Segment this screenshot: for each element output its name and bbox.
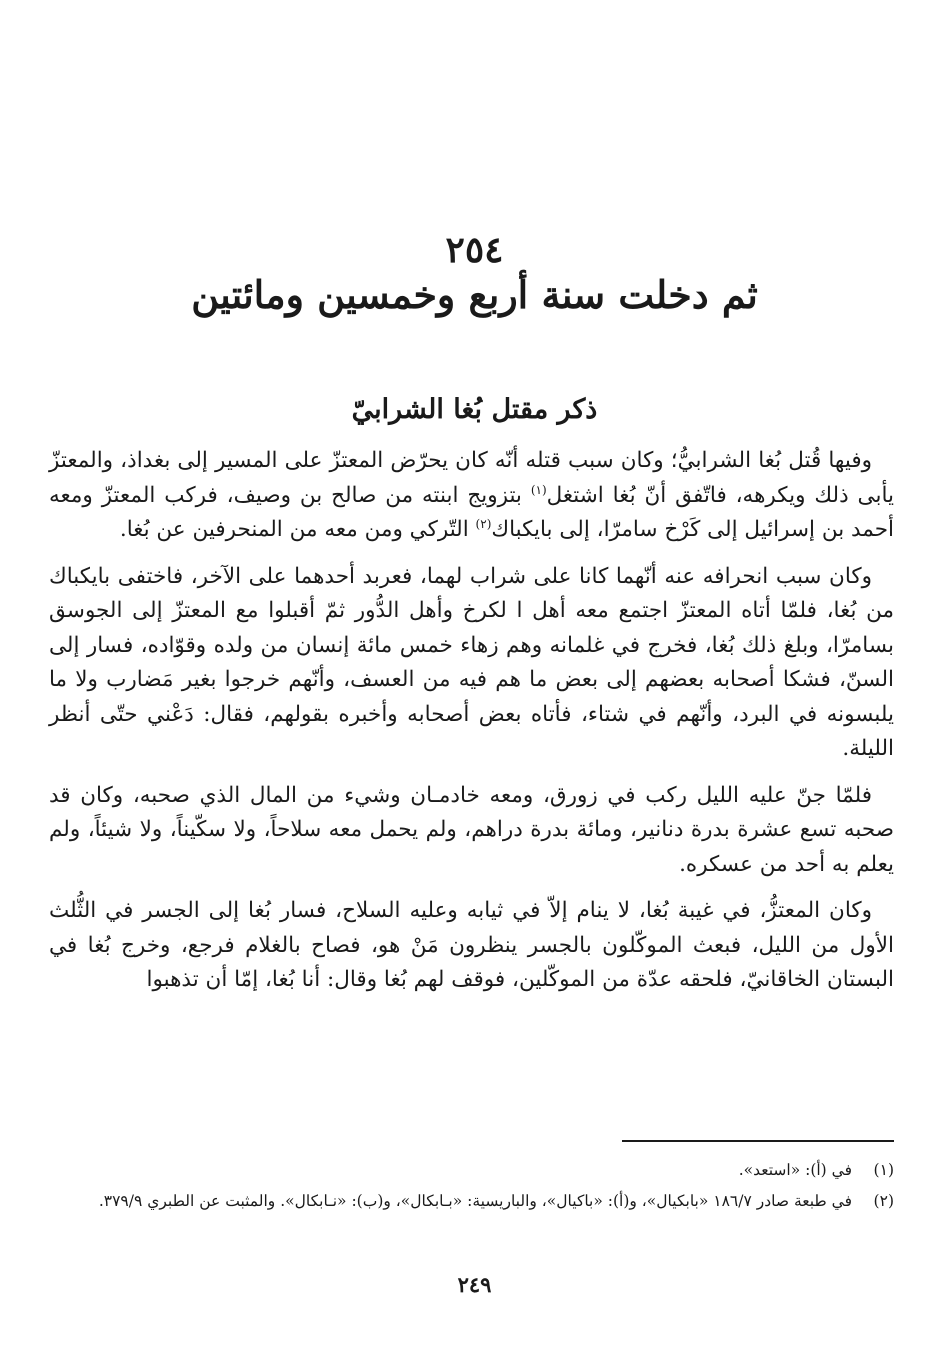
- body-text: [49, 444, 894, 998]
- footnote-1: [49, 1158, 894, 1183]
- footnote-divider: [622, 1140, 894, 1142]
- paragraph-1: [49, 444, 894, 548]
- paragraph-2: وكان سبب انحرافه عنه أنّهما كانا على شراب لهما، فعربد أحدهما على الآخر، فاختفى بايكباك من بُغا، فلمّا أتاه المعتزّ اجتمع معه أهل ا لكرخ وأهل الدُّور ثمّ أقبلوا مع المعتزّ إلى الجوسق بسامرّا، وبلغ ذلك بُغا، فخرج في غلمانه وهم زهاء خمس مائة إنسان من ولده وقوّاده، فسار إلى السنّ، فشكا أصحابه بعضهم إلى بعض ما هم فيه من العسف، وأنّهم خرجوا بغير مَضارب ولا ما يلبسونه في البرد، وأنّهم في شتاء، فأتاه بعض أصحابه وأخبره بقولهم، فقال: دَعْني حتّى أنظر الليلة.: [49, 563, 894, 761]
- paragraph-3: فلمّا جنّ عليه الليل ركب في زورق، ومعه خادمـان وشيء من المال الذي صحبه، وكان قد صحبه تسع عشرة بدرة دنانير، ومائة بدرة دراهم، ولم يحمل معه سلاحاً، ولا سكّيناً، ولا شيئاً، ولم يعلم به أحد من عسكره.: [49, 782, 894, 877]
- footnote-2-text: في طبعة صادر ١٨٦/٧ «بابكيال»، و(أ): «باكيال»، والباريسية: «بـابكال»، و(ب): «نـابكال». والمثبت عن الطبري ٣٧٩/٩.: [98, 1192, 852, 1210]
- footnote-1-text: في (أ): «استعد».: [738, 1161, 852, 1179]
- paragraph-1-part-b: بتزويج ابنته من صالح بن وصيف، فركب المعتزّ ومعه أحمد بن إسرائيل إلى كَرْخ سامرّا، إلى بايكباك: [49, 482, 894, 542]
- footnote-ref-1: (١): [530, 482, 547, 497]
- footnotes: [49, 1158, 894, 1220]
- paragraph-4: وكان المعتزُّ، في غيبة بُغا، لا ينام إلاّ في ثيابه وعليه السلاح، فسار بُغا إلى الجسر في الثُّلث الأول من الليل، فبعث الموكّلون بالجسر ينظرون مَنْ هو، فصاح بالغلام فرجع، وخرج بُغا في البستان الخاقانيّ، فلحقه عدّة من الموكّلين، فوقف لهم بُغا وقال: أنا بُغا، إمّا أن تذهبوا: [49, 898, 894, 992]
- page-number: ٢٤٩: [457, 1272, 492, 1297]
- footnote-1-number: (١): [873, 1161, 894, 1179]
- year-number: ٢٥٤: [445, 229, 504, 271]
- paragraph-1-part-c: التّركي ومن معه من المنحرفين عن بُغا.: [119, 517, 476, 542]
- paragraph-1-part-a: وفيها قُتل بُغا الشرابيُّ؛ وكان سبب قتله أنّه كان يحرّض المعتزّ على المسير إلى بغداذ، والمعتزّ يأبى ذلك ويكرهه، فاتّفق أنّ بُغا اشتغل: [49, 448, 894, 508]
- chapter-title: ثم دخلت سنة أربع وخمسين ومائتين: [191, 272, 758, 317]
- section-heading: ذكر مقتل بُغا الشرابيّ: [351, 394, 598, 425]
- footnote-2: [49, 1189, 894, 1214]
- footnote-ref-2: (٢): [475, 516, 492, 531]
- footnote-2-number: (٢): [873, 1192, 894, 1210]
